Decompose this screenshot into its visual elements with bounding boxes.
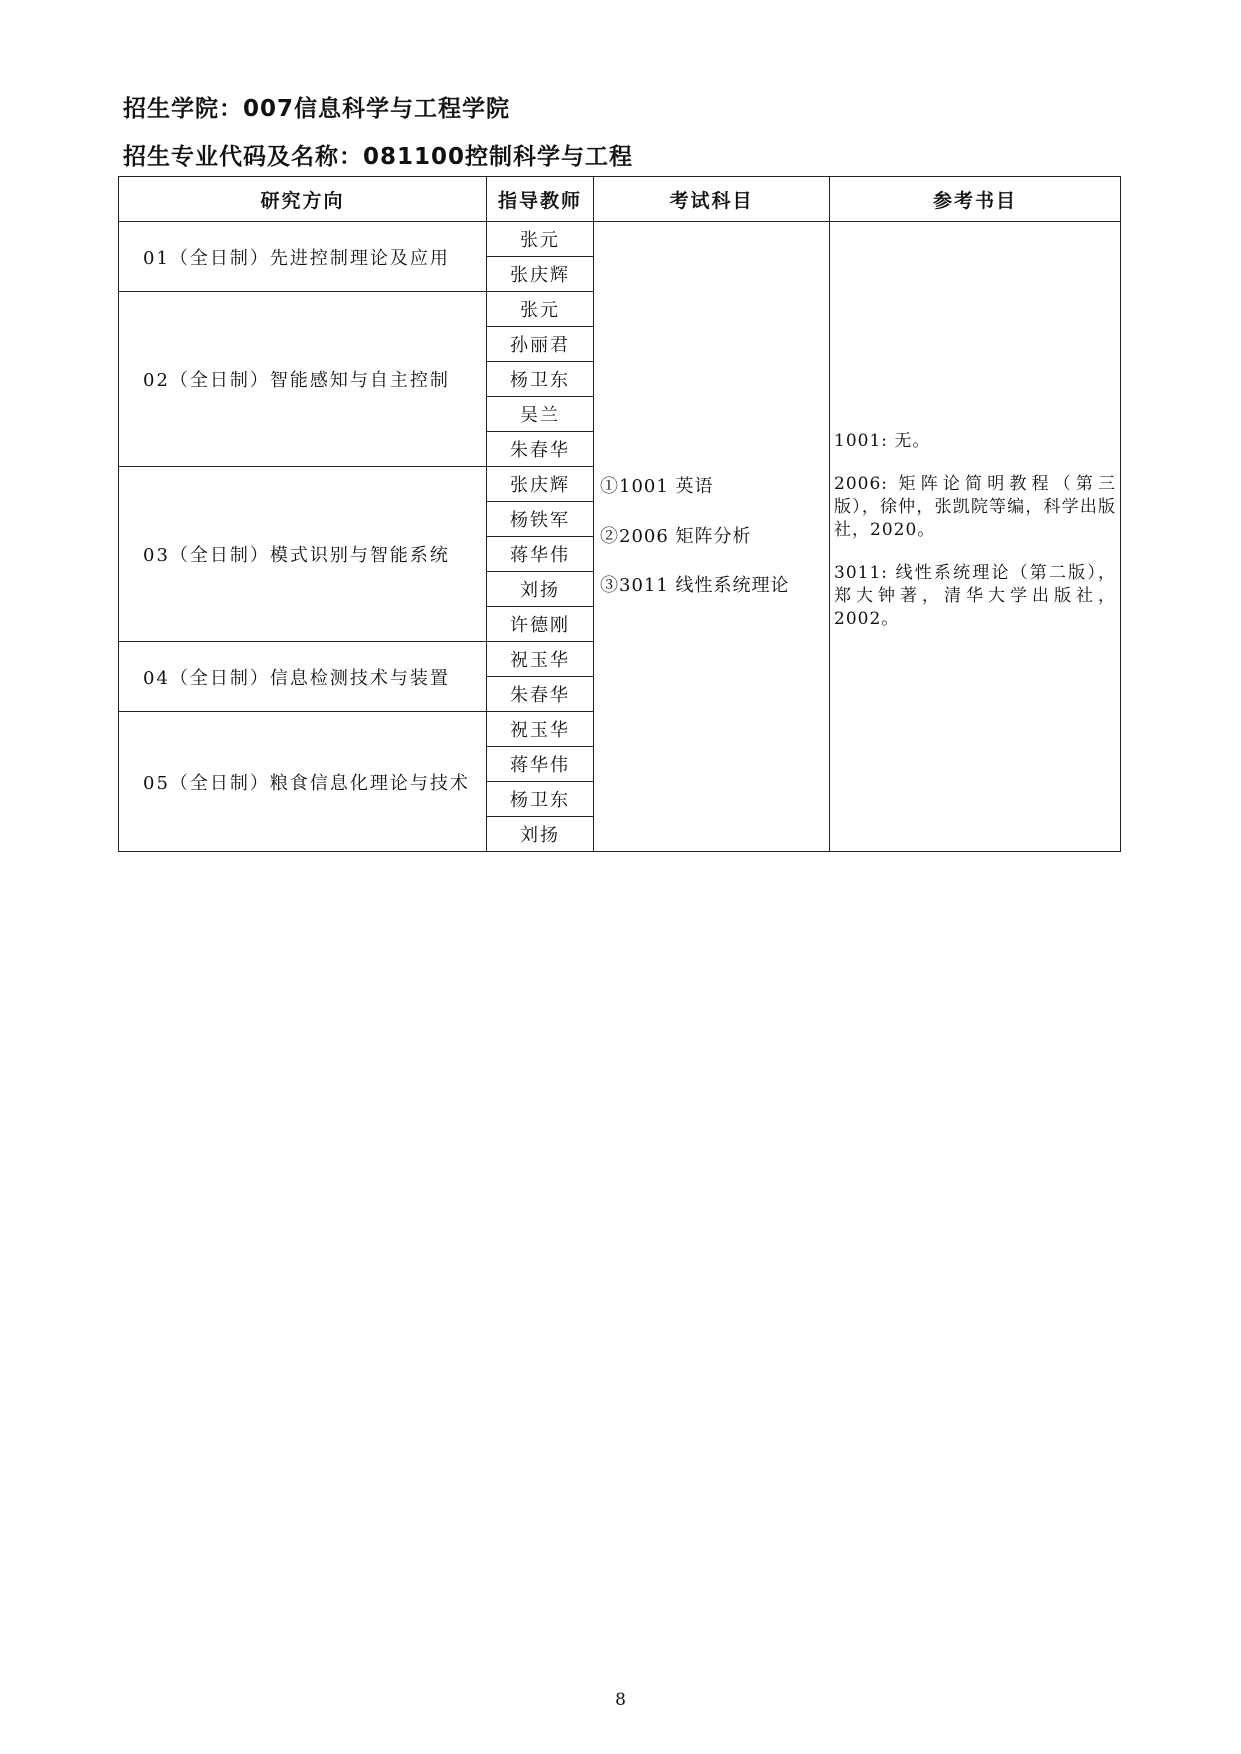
research-direction: 05（全日制）粮食信息化理论与技术 [119, 712, 487, 852]
exam-subject: ③3011 线性系统理论 [600, 575, 790, 597]
major-heading: 招生专业代码及名称：081100控制科学与工程 [123, 144, 634, 170]
research-direction: 04（全日制）信息检测技术与装置 [119, 642, 487, 712]
table-header-row [119, 177, 1121, 222]
teacher-cell: 杨卫东 [487, 782, 594, 817]
teacher-cell: 祝玉华 [487, 642, 594, 677]
teacher-cell: 朱春华 [487, 677, 594, 712]
teacher-cell: 蒋华伟 [487, 747, 594, 782]
teacher-cell: 吴兰 [487, 397, 594, 432]
page-number: 8 [615, 1690, 626, 1710]
teacher-cell: 杨卫东 [487, 362, 594, 397]
teacher-cell: 张元 [487, 222, 594, 257]
program-table [118, 176, 1121, 852]
research-direction: 03（全日制）模式识别与智能系统 [119, 467, 487, 642]
column-header-direction: 研究方向 [119, 177, 487, 222]
teacher-cell: 蒋华伟 [487, 537, 594, 572]
table-row [119, 222, 1121, 257]
reference-book: 1001: 无。 [834, 431, 931, 451]
reference-books [830, 222, 1121, 852]
reference-book: 3011: 线性系统理论（第二版），郑大钟著，清华大学出版社，2002。 [834, 562, 1116, 629]
teacher-cell: 张元 [487, 292, 594, 327]
exam-subject: ②2006 矩阵分析 [600, 525, 752, 547]
column-header-teacher: 指导教师 [487, 177, 594, 222]
reference-book: 2006: 矩阵论简明教程（第三版），徐仲，张凯院等编，科学出版社，2020。 [834, 473, 1116, 540]
college-heading: 招生学院：007信息科学与工程学院 [123, 96, 511, 122]
research-direction: 01（全日制）先进控制理论及应用 [119, 222, 487, 292]
teacher-cell: 祝玉华 [487, 712, 594, 747]
research-direction: 02（全日制）智能感知与自主控制 [119, 292, 487, 467]
column-header-exam: 考试科目 [594, 177, 830, 222]
teacher-cell: 杨铁军 [487, 502, 594, 537]
teacher-cell: 许德刚 [487, 607, 594, 642]
teacher-cell: 张庆辉 [487, 257, 594, 292]
teacher-cell: 朱春华 [487, 432, 594, 467]
exam-subjects [594, 222, 830, 852]
exam-subject: ①1001 英语 [600, 476, 714, 498]
teacher-cell: 刘扬 [487, 817, 594, 852]
teacher-cell: 张庆辉 [487, 467, 594, 502]
column-header-books: 参考书目 [830, 177, 1121, 222]
teacher-cell: 孙丽君 [487, 327, 594, 362]
teacher-cell: 刘扬 [487, 572, 594, 607]
